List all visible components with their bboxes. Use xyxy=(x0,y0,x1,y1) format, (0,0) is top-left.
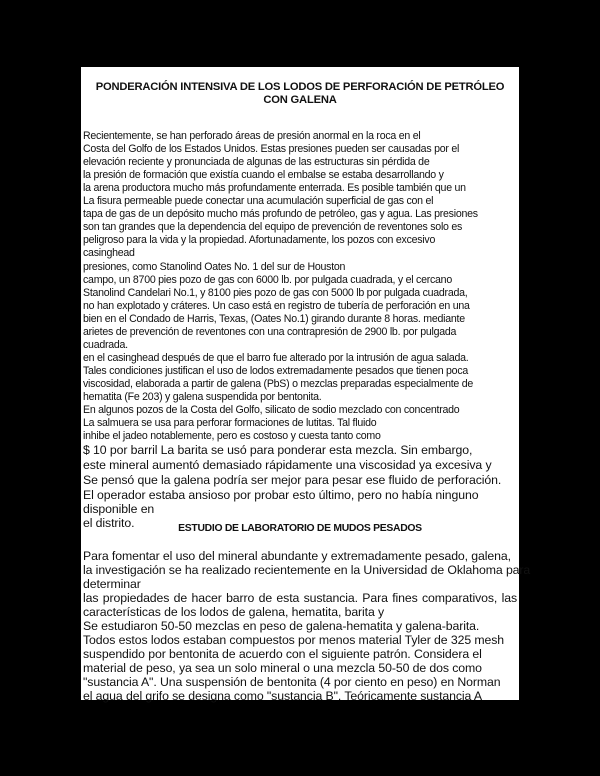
body-line: disponible en xyxy=(83,502,155,516)
body-line: la presión de formación que existía cuando el embalse se estaba desarrollando y xyxy=(83,169,444,181)
body-line: la arena productora mucho más profundamente enterrada. Es posible también que un xyxy=(83,182,466,194)
body-line: Stanolind Candelari No.1, y 8100 pies pozo de gas con 5000 lb por pulgada cuadrada, xyxy=(83,287,468,299)
body-line: Tales condiciones justifican el uso de lodos extremadamente pesados que tienen poca xyxy=(83,365,469,377)
body-line: son tan grandes que la dependencia del equipo de prevención de reventones solo es xyxy=(83,221,463,233)
body-line: En algunos pozos de la Costa del Golfo, silicato de sodio mezclado con concentrado xyxy=(83,404,460,416)
body-line: bien en el Condado de Harris, Texas, (Oates No.1) girando durante 8 horas. mediante xyxy=(83,313,465,325)
body-line: El operador estaba ansioso por probar esto último, pero no había ninguno xyxy=(83,488,479,502)
body-line: presiones, como Stanolind Oates No. 1 del sur de Houston xyxy=(83,261,346,273)
body-line: peligroso para la vida y la propiedad. Afortunadamente, los pozos con excesivo xyxy=(83,234,436,246)
title-line-1: PONDERACIÓN INTENSIVA DE LOS LODOS DE PERFORACIÓN DE PETRÓLEO xyxy=(95,81,505,93)
section-heading: ESTUDIO DE LABORATORIO DE MUDOS PESADOS xyxy=(178,523,422,534)
body-line: el distrito. xyxy=(83,516,135,530)
body-line: en el casinghead después de que el barro fue alterado por la intrusión de agua salada. xyxy=(83,352,469,364)
body-line: Se pensó que la galena podría ser mejor para pesar ese fluido de perforación. xyxy=(83,473,502,487)
body-line: Para fomentar el uso del mineral abundante y extremadamente pesado, galena, xyxy=(83,549,511,563)
body-line: este mineral aumentó demasiado rápidamente una viscosidad ya excesiva y xyxy=(83,458,492,472)
document-page xyxy=(81,67,531,703)
body-line: viscosidad, elaborada a partir de galena (PbS) o mezclas preparadas especialmente de xyxy=(83,378,474,390)
body-line: tapa de gas de un depósito mucho más profundo de petróleo, gas y agua. Las presiones xyxy=(83,208,478,220)
body-line: suspendido por bentonita de acuerdo con el siguiente patrón. Considera el xyxy=(83,647,482,661)
title-line-2: CON GALENA xyxy=(263,94,337,106)
body-line: Todos estos lodos estaban compuestos por menos material Tyler de 325 mesh xyxy=(83,633,505,647)
body-line: $ 10 por barril La barita se usó para ponderar esta mezcla. Sin embargo, xyxy=(83,443,473,457)
body-line: el agua del grifo se designa como "sustancia B". Teóricamente sustancia A xyxy=(83,689,483,703)
body-line: campo, un 8700 pies pozo de gas con 6000 lb. por pulgada cuadrada, y el cercano xyxy=(83,274,452,286)
body-line: Recientemente, se han perforado áreas de presión anormal en la roca en el xyxy=(83,130,421,142)
body-line: la investigación se ha realizado recientemente en la Universidad de Oklahoma para xyxy=(83,563,531,577)
body-line: arietes de prevención de reventones con una contrapresión de 2900 lb. por pulgada xyxy=(83,326,457,338)
body-line: La salmuera se usa para perforar formaciones de lutitas. Tal fluido xyxy=(83,417,377,429)
body-line: las propiedades de hacer barro de esta sustancia. Para fines comparativos, las xyxy=(83,591,517,605)
document-title xyxy=(81,81,519,107)
body-line: determinar xyxy=(83,577,141,591)
body-line: características de los lodos de galena, hematita, barita y xyxy=(83,605,385,619)
body-line: casinghead xyxy=(83,247,135,259)
body-line: cuadrada. xyxy=(83,339,128,351)
body-line: elevación reciente y pronunciada de algunas de las estructuras sin pérdida de xyxy=(83,156,430,168)
body-line: "sustancia A". Una suspensión de bentonita (4 por ciento en peso) en Norman xyxy=(83,675,501,689)
body-line: Se estudiaron 50-50 mezclas en peso de galena-hematita y galena-barita. xyxy=(83,619,480,633)
body-line: inhibe el jadeo notablemente, pero es costoso y cuesta tanto como xyxy=(83,430,381,442)
body-line: La fisura permeable puede conectar una acumulación superficial de gas con el xyxy=(83,195,434,207)
body-line: material de peso, ya sea un solo mineral o una mezcla 50-50 de dos como xyxy=(83,661,482,675)
body-line: no han explotado y cráteres. Un caso está en registro de tubería de perforación en una xyxy=(83,300,470,312)
body-line: hematita (Fe 203) y galena suspendida por bentonita. xyxy=(83,391,322,403)
body-line: Costa del Golfo de los Estados Unidos. Estas presiones pueden ser causadas por el xyxy=(83,143,460,155)
